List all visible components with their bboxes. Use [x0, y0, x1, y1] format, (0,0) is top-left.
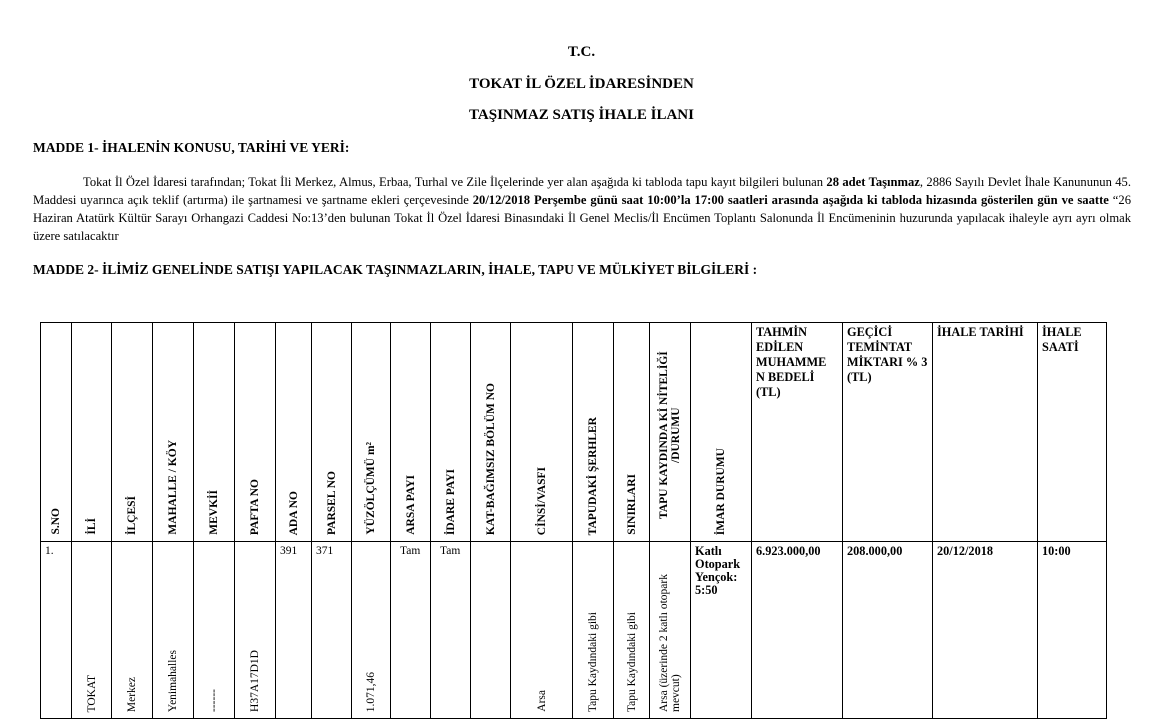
col-header-il: İLİ [72, 323, 112, 542]
cell-imar: Katlı Otopark Yençok: 5:50 [691, 542, 752, 719]
col-header-saat: İHALE SAATİ [1038, 323, 1107, 542]
col-header-kat: KAT-BAĞIMSIZ BÖLÜM NO [471, 323, 511, 542]
cell-tarih: 20/12/2018 [933, 542, 1038, 719]
title-tc: T.C. [567, 44, 596, 60]
col-header-arsa-payi: ARSA PAYI [391, 323, 431, 542]
col-header-sno: S.NO [41, 323, 72, 542]
cell-teminat: 208.000,00 [843, 542, 933, 719]
col-header-tarih: İHALE TARİHİ [933, 323, 1038, 542]
cell-serhler: Tapu Kaydındaki gibi [573, 542, 614, 719]
cell-mevki: ------ [194, 542, 235, 719]
cell-saat: 10:00 [1038, 542, 1107, 719]
cell-arsa-payi: Tam [391, 542, 431, 719]
col-header-yuzolcum: YÜZÖLÇÜMÜ m² [352, 323, 391, 542]
col-header-idare-payi: İDARE PAYI [431, 323, 471, 542]
col-header-bedel: TAHMİN EDİLEN MUHAMME N BEDELİ (TL) [752, 323, 843, 542]
madde2-title: MADDE 2- İLİMİZ GENELİNDE SATIŞI YAPILACAK TAŞINMAZLARIN, İHALE, TAPU VE MÜLKİYET BİLGİLERİ : [33, 262, 758, 277]
cell-yuzolcum: 1.071,46 [352, 542, 391, 719]
cell-sinirlari: Tapu Kaydındaki gibi [614, 542, 650, 719]
col-header-cinsi: CİNSİ/VASFI [511, 323, 573, 542]
para-bold2: 20/12/2018 Perşembe günü saat 10:00’la 17:00 saatleri arasında aşağıda ki tabloda hizasında gösterilen gün ve saatte [472, 193, 1109, 207]
cell-nitelik: Arsa (üzerinde 2 katlı otopark mevcut) [650, 542, 691, 719]
para-part1: Tokat İl Özel İdaresi tarafından; Tokat İli Merkez, Almus, Erbaa, Turhal ve Zile İlçelerinde yer alan aşağıda ki tabloda tapu kayıt bilgileri bulunan [83, 175, 827, 189]
property-table [40, 322, 1107, 719]
col-header-parsel: PARSEL NO [312, 323, 352, 542]
col-header-sinirlari: SINIRLARI [614, 323, 650, 542]
cell-pafta: H37A17D1D [235, 542, 276, 719]
cell-parsel: 371 [312, 542, 352, 719]
cell-il: TOKAT [72, 542, 112, 719]
title-institution: TOKAT İL ÖZEL İDARESİNDEN [469, 76, 694, 92]
cell-idare-payi: Tam [431, 542, 471, 719]
col-header-ilce: İLÇESİ [112, 323, 153, 542]
col-header-nitelik: TAPU KAYDINDA Kİ NİTELİĞİ /DURUMU [650, 323, 691, 542]
col-header-ada: ADA NO [276, 323, 312, 542]
para-bold1: 28 adet Taşınmaz [826, 175, 920, 189]
para-part3: “26 Haziran Atatürk Kültür Sarayı Orhangazi Caddesi No:13’den bulunan Tokat İl Özel İdaresi Binasındaki İl Genel Meclis/İl Encümen Toplantı Salonunda İl Encümeninin huzurunda yapılacak ihaleyle ayrı ayrı olmak üzere satılacaktır [33, 193, 1131, 243]
cell-ilce: Merkez [112, 542, 153, 719]
cell-kat [471, 542, 511, 719]
madde1-title: MADDE 1- İHALENİN KONUSU, TARİHİ VE YERİ: [33, 140, 350, 155]
cell-ada: 391 [276, 542, 312, 719]
table-row [41, 542, 1107, 719]
madde1-paragraph [33, 173, 1131, 245]
para-part2: , 2886 Sayılı Devlet İhale Kanununun 45. Maddesi uyarınca açık teklif (artırma) ile şartnamesi ve şartname ekleri çerçevesinde [33, 175, 1131, 207]
cell-sno: 1. [41, 542, 72, 719]
col-header-teminat: GEÇİCİ TEMİNTAT MİKTARI % 3 (TL) [843, 323, 933, 542]
col-header-pafta: PAFTA NO [235, 323, 276, 542]
title-announcement: TAŞINMAZ SATIŞ İHALE İLANI [469, 107, 694, 123]
col-header-mevki: MEVKİİ [194, 323, 235, 542]
col-header-serhler: TAPUDAKİ ŞERHLER [573, 323, 614, 542]
col-header-mahalle: MAHALLE / KÖY [153, 323, 194, 542]
table-header-row [41, 323, 1107, 542]
col-header-imar: İMAR DURUMU [691, 323, 752, 542]
cell-mahalle: Yenimahalles [153, 542, 194, 719]
cell-cinsi: Arsa [511, 542, 573, 719]
cell-bedel: 6.923.000,00 [752, 542, 843, 719]
